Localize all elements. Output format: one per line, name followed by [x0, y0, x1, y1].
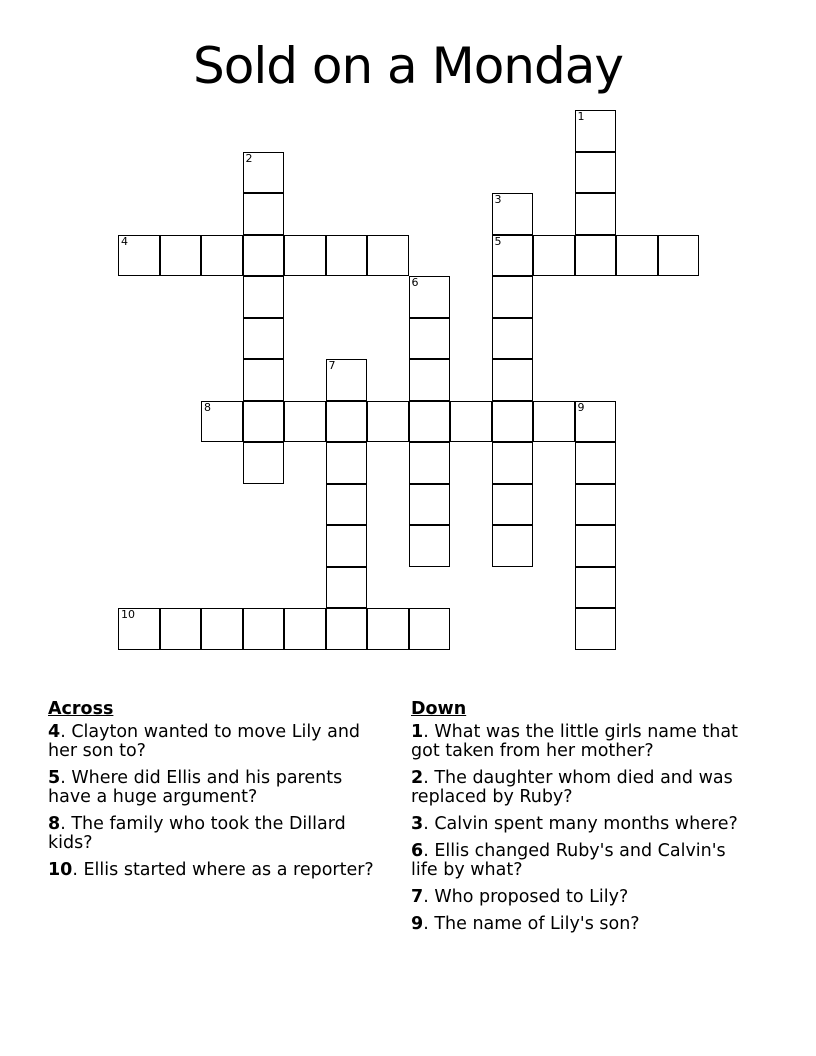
grid-cell[interactable] — [160, 235, 202, 277]
down-clues — [411, 700, 751, 942]
clue-number: 2 — [411, 768, 424, 788]
grid-cell[interactable] — [160, 608, 202, 650]
grid-cell[interactable] — [326, 608, 368, 650]
grid-cell[interactable] — [492, 235, 534, 277]
clue-down-1: 1. What was the little girls name that got taken from her mother? — [411, 722, 738, 761]
clue-text: Where did Ellis and his parents have a huge argument? — [48, 768, 343, 807]
cell-number: 7 — [328, 359, 336, 372]
clue-down-7: 7. Who proposed to Lily? — [411, 887, 629, 907]
clue-text: The name of Lily's son? — [434, 914, 640, 934]
grid-cell[interactable] — [367, 608, 409, 650]
grid-cell[interactable] — [326, 359, 368, 401]
grid-cell[interactable] — [492, 525, 534, 567]
grid-cell[interactable] — [243, 235, 285, 277]
grid-cell[interactable] — [575, 484, 617, 526]
grid-cell[interactable] — [118, 235, 160, 277]
clue-across-10: 10. Ellis started where as a reporter? — [48, 860, 374, 880]
grid-cell[interactable] — [326, 442, 368, 484]
grid-cell[interactable] — [409, 525, 451, 567]
grid-cell[interactable] — [409, 401, 451, 443]
grid-cell[interactable] — [492, 193, 534, 235]
cell-number: 10 — [121, 608, 135, 621]
cell-number: 4 — [121, 234, 128, 248]
clue-number: 4 — [48, 722, 61, 742]
grid-cell[interactable] — [409, 442, 451, 484]
across-clues — [48, 700, 388, 888]
grid-cell[interactable] — [575, 567, 617, 609]
grid-cell[interactable] — [409, 359, 451, 401]
grid-cell[interactable] — [367, 401, 409, 443]
grid-cell[interactable] — [201, 608, 243, 650]
grid-cell[interactable] — [326, 567, 368, 609]
clue-number: 1 — [411, 722, 424, 742]
clue-text: Calvin spent many months where? — [434, 814, 738, 834]
clue-text: The family who took the Dillard kids? — [48, 814, 346, 853]
grid-cell[interactable] — [409, 484, 451, 526]
grid-cell[interactable] — [243, 359, 285, 401]
grid-cell[interactable] — [533, 235, 575, 277]
puzzle-title: Sold on a Monday — [193, 37, 623, 95]
grid-cell[interactable] — [243, 193, 285, 235]
clue-number: 7 — [411, 887, 424, 907]
clue-text: Who proposed to Lily? — [434, 887, 629, 907]
grid-cell[interactable] — [658, 235, 700, 277]
clue-number: 5 — [48, 768, 61, 788]
clue-text: Clayton wanted to move Lily and her son to? — [48, 722, 361, 761]
cell-number: 6 — [411, 276, 419, 289]
grid-cell[interactable] — [575, 401, 617, 443]
grid-cell[interactable] — [284, 235, 326, 277]
grid-cell[interactable] — [243, 318, 285, 360]
grid-cell[interactable] — [616, 235, 658, 277]
grid-cell[interactable] — [492, 359, 534, 401]
cell-number: 8 — [204, 400, 211, 414]
grid-cell[interactable] — [575, 152, 617, 194]
grid-cell[interactable] — [243, 276, 285, 318]
grid-cell[interactable] — [409, 318, 451, 360]
grid-cell[interactable] — [575, 442, 617, 484]
grid-cell[interactable] — [409, 608, 451, 650]
clue-across-4: 4. Clayton wanted to move Lily and her son to? — [48, 722, 361, 761]
cell-number: 9 — [577, 400, 585, 414]
grid-cell[interactable] — [575, 110, 617, 152]
grid-cell[interactable] — [450, 401, 492, 443]
grid-cell[interactable] — [575, 608, 617, 650]
cell-number: 5 — [494, 234, 502, 248]
clue-text: Ellis started where as a reporter? — [83, 860, 374, 880]
grid-cell[interactable] — [326, 235, 368, 277]
grid-cell[interactable] — [409, 276, 451, 318]
across-heading: Across — [48, 699, 114, 719]
clue-number: 10 — [48, 860, 73, 880]
clue-down-6: 6. Ellis changed Ruby's and Calvin's life by what? — [411, 841, 726, 880]
grid-cell[interactable] — [575, 193, 617, 235]
grid-cell[interactable] — [326, 484, 368, 526]
clue-number: 9 — [411, 914, 424, 934]
grid-cell[interactable] — [492, 442, 534, 484]
grid-cell[interactable] — [243, 608, 285, 650]
grid-cell[interactable] — [492, 484, 534, 526]
clue-text: The daughter whom died and was replaced by Ruby? — [411, 768, 733, 807]
grid-cell[interactable] — [326, 525, 368, 567]
clue-number: 6 — [411, 841, 424, 861]
clue-down-2: 2. The daughter whom died and was replaced by Ruby? — [411, 768, 733, 807]
grid-cell[interactable] — [243, 152, 285, 194]
clue-down-3: 3. Calvin spent many months where? — [411, 814, 738, 834]
clue-down-9: 9. The name of Lily's son? — [411, 914, 640, 934]
down-heading: Down — [411, 699, 467, 719]
grid-cell[interactable] — [492, 401, 534, 443]
grid-cell[interactable] — [243, 442, 285, 484]
clue-number: 3 — [411, 814, 424, 834]
grid-cell[interactable] — [284, 608, 326, 650]
grid-cell[interactable] — [575, 525, 617, 567]
grid-cell[interactable] — [201, 235, 243, 277]
grid-cell[interactable] — [367, 235, 409, 277]
grid-cell[interactable] — [243, 401, 285, 443]
grid-cell[interactable] — [201, 401, 243, 443]
cell-number: 2 — [245, 151, 253, 165]
grid-cell[interactable] — [533, 401, 575, 443]
grid-cell[interactable] — [284, 401, 326, 443]
grid-cell[interactable] — [492, 276, 534, 318]
clue-text: What was the little girls name that got taken from her mother? — [411, 722, 738, 761]
clue-text: Ellis changed Ruby's and Calvin's life by what? — [411, 841, 726, 880]
grid-cell[interactable] — [326, 401, 368, 443]
grid-cell[interactable] — [575, 235, 617, 277]
clue-number: 8 — [48, 814, 61, 834]
cell-number: 1 — [577, 110, 585, 123]
cell-number: 3 — [494, 193, 502, 206]
clue-across-8: 8. The family who took the Dillard kids? — [48, 814, 346, 853]
grid-cell[interactable] — [118, 608, 160, 650]
grid-cell[interactable] — [492, 318, 534, 360]
clue-across-5: 5. Where did Ellis and his parents have a huge argument? — [48, 768, 343, 807]
